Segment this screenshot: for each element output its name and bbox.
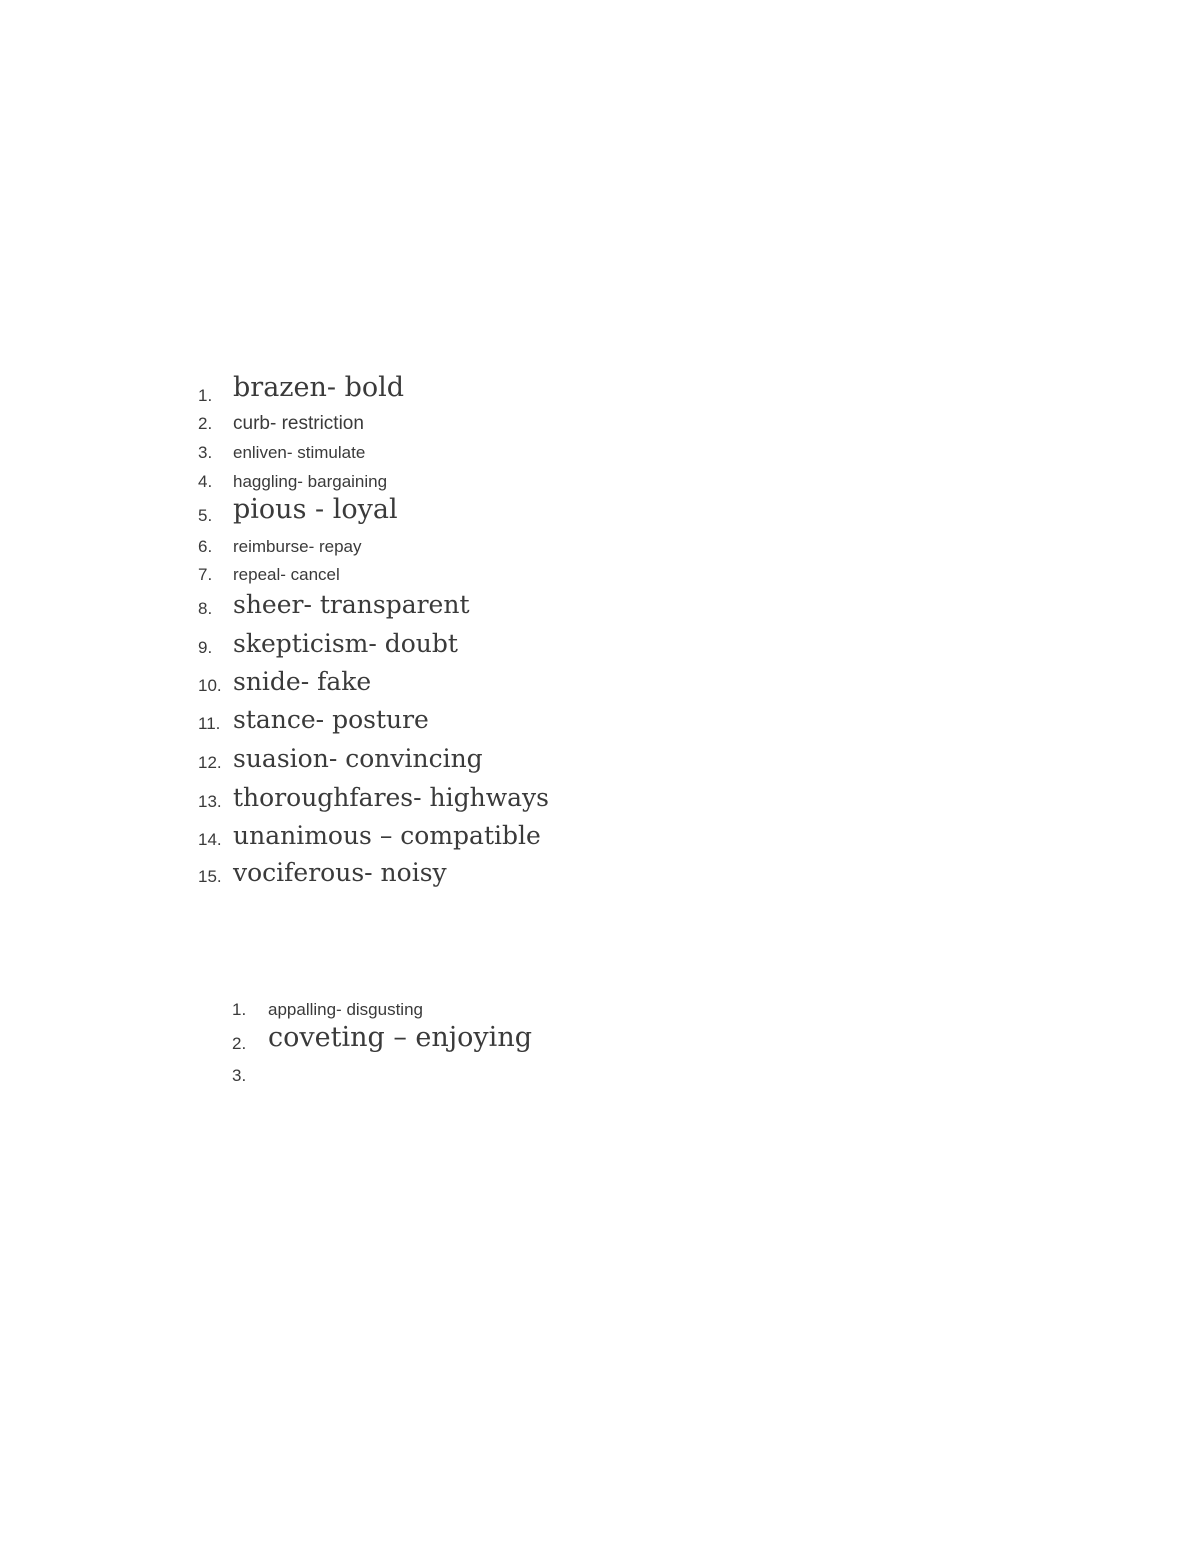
list-item-text: stance- posture [233, 705, 429, 734]
list-item-number: 15. [198, 867, 222, 886]
list-item-text: sheer- transparent [233, 590, 470, 619]
list-item-number: 5. [198, 506, 213, 525]
list-item-text: skepticism- doubt [233, 629, 458, 658]
list-item-text: thoroughfares- highways [233, 783, 549, 812]
list-item-number: 2. [198, 414, 213, 433]
list-item-number: 11. [198, 714, 221, 733]
list-item-text: reimburse- repay [233, 537, 362, 556]
list-item-number: 1. [232, 1000, 247, 1019]
list-item-number: 7. [198, 565, 213, 584]
list-item-text: suasion- convincing [233, 744, 483, 773]
list-item-number: 3. [198, 443, 213, 462]
list-item-number: 2. [232, 1034, 247, 1053]
list-item-number: 1. [198, 386, 213, 405]
list-item-number: 4. [198, 472, 213, 491]
list-item-text: appalling- disgusting [268, 1000, 423, 1019]
list-item-number: 10. [198, 676, 222, 695]
list-item-text: vociferous- noisy [233, 858, 447, 887]
list-item-text: snide- fake [233, 667, 372, 696]
list-item-number: 6. [198, 537, 213, 556]
list-item-text: coveting – enjoying [268, 1022, 532, 1053]
list-item-text: curb- restriction [233, 413, 364, 434]
list-item-text: pious - loyal [233, 494, 398, 525]
list-item-text: enliven- stimulate [233, 443, 366, 462]
list-item-number: 12. [198, 753, 222, 772]
list-item-text: haggling- bargaining [233, 472, 388, 491]
list-item-text: unanimous – compatible [233, 821, 541, 850]
list-item-number: 3. [232, 1066, 247, 1085]
list-item-number: 9. [198, 638, 213, 657]
list-item-text: brazen- bold [233, 372, 405, 403]
list-item-number: 13. [198, 792, 222, 811]
list-item-text: repeal- cancel [233, 565, 340, 584]
list-item-number: 8. [198, 599, 213, 618]
list-item-number: 14. [198, 830, 222, 849]
